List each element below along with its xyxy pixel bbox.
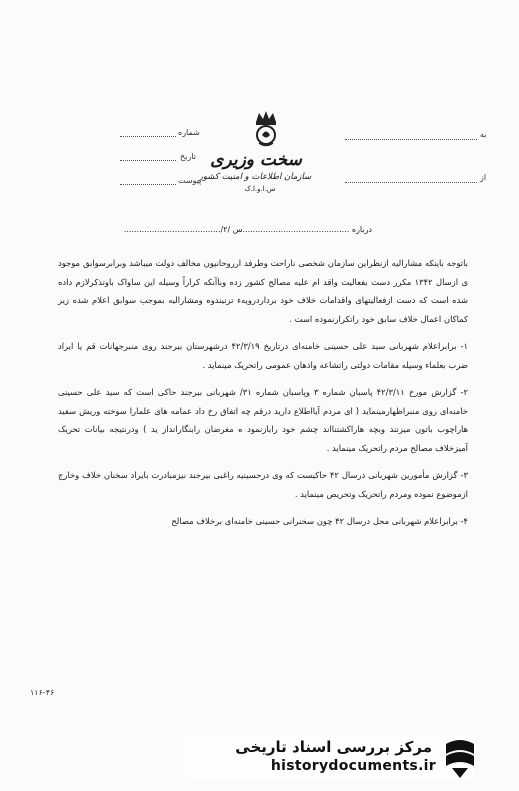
watermark-title: مرکز بررسی اسناد تاریخی — [235, 738, 432, 756]
organization-abbr: س.ا.و.ا.ک — [244, 185, 276, 193]
number-label: شماره — [178, 128, 200, 137]
body-item-3: ۳- گزارش مأمورین شهربانی درسال ۴۲ حاکیست که وی درحسینیه راغبی بیرجند نیزمبادرت بایراد سخنان خلاف وخارج ازموضوع نموده ومردم راتحریک وتحریص مینماید . — [58, 470, 468, 499]
archive-number: ۱۱۶-۴۶ — [30, 688, 55, 697]
subject-label: درباره — [351, 225, 372, 234]
date-label: تاریخ — [180, 152, 196, 161]
watermark-url: historydocuments.ir — [270, 758, 436, 774]
body-intro: باتوجه باینکه مشارالیه ازنظراین سازمان شخصی ناراحت وطرفد ارروحانیون مخالف دولت میباشد وبرابرسوابق موجود ی ازسال ۱۳۴۲ مکرر دست بفعالیت واقد ام علیه مصالح کشور زده وباآنکه کراراً وسیله این ساواک باوتذکرلازم داده شده است که دست ازفعالیتهای واقدامات خلاف خود برداردرویه‌ء ترنیندوه ومشارالیه بموجب سوابق اعلام شده زیر کماکان اعمال خلاف سابق خود راتکرارنموده است . — [58, 258, 468, 324]
subject-text: ..........................................س /۲/...................................... — [123, 225, 350, 234]
archive-logo-icon — [442, 734, 478, 780]
body-item-1: ۱- برابراعلام شهربانی سید علی حسینی خامنه‌ای درتاریخ ۴۲/۳/۱۹ درشهرستان بیرجند روی منبرجهانات قم یا ایراد ضرب بعلماء وسیله مقامات دولتی راتشاعه واذهان عمومی راتحریک مینماید . — [58, 341, 468, 370]
office-name: سخت وزیری — [210, 150, 302, 170]
attachment-line — [120, 184, 176, 185]
body-item-2: ۲- گزارش مورخ ۴۲/۳/۱۱ پاسبان شماره ۳ وپاسبان شماره ۳۱/ شهربانی بیرجند حاکی است که سید علی حسینی خامنه‌ای روی منبراظهارمینماید ( ای مردم آیااطلاع دارید درقم چه اتفاق رخ داد عمامه های علمارا سوخته وریش سفید هاراچوب باتون میزنند وبچه هاراکشتنااند چشم خود رابازنمود ه مغرضان رابنگارانداز ید ) ودرنتیجه بیانات تحریک آمیزخلاف مصالح مردم راتحریک مینماید . — [58, 387, 468, 453]
to-label: به — [480, 130, 487, 139]
from-line — [345, 182, 477, 183]
to-line — [345, 139, 477, 140]
organization-name: سازمان اطلاعات و امنیت کشور — [198, 172, 312, 182]
attachment-label: پیوست — [178, 176, 202, 185]
number-line — [120, 136, 176, 137]
crown-emblem-icon — [248, 108, 284, 148]
document-body — [58, 254, 468, 540]
body-item-4: ۴- برابراعلام شهربانی محل درسال ۴۲ چون سخنرانی حسینی خامنه‌ای برخلاف مصالح — [171, 516, 468, 526]
date-line — [120, 160, 176, 161]
subject-line — [123, 225, 372, 234]
from-label: از — [480, 173, 487, 182]
